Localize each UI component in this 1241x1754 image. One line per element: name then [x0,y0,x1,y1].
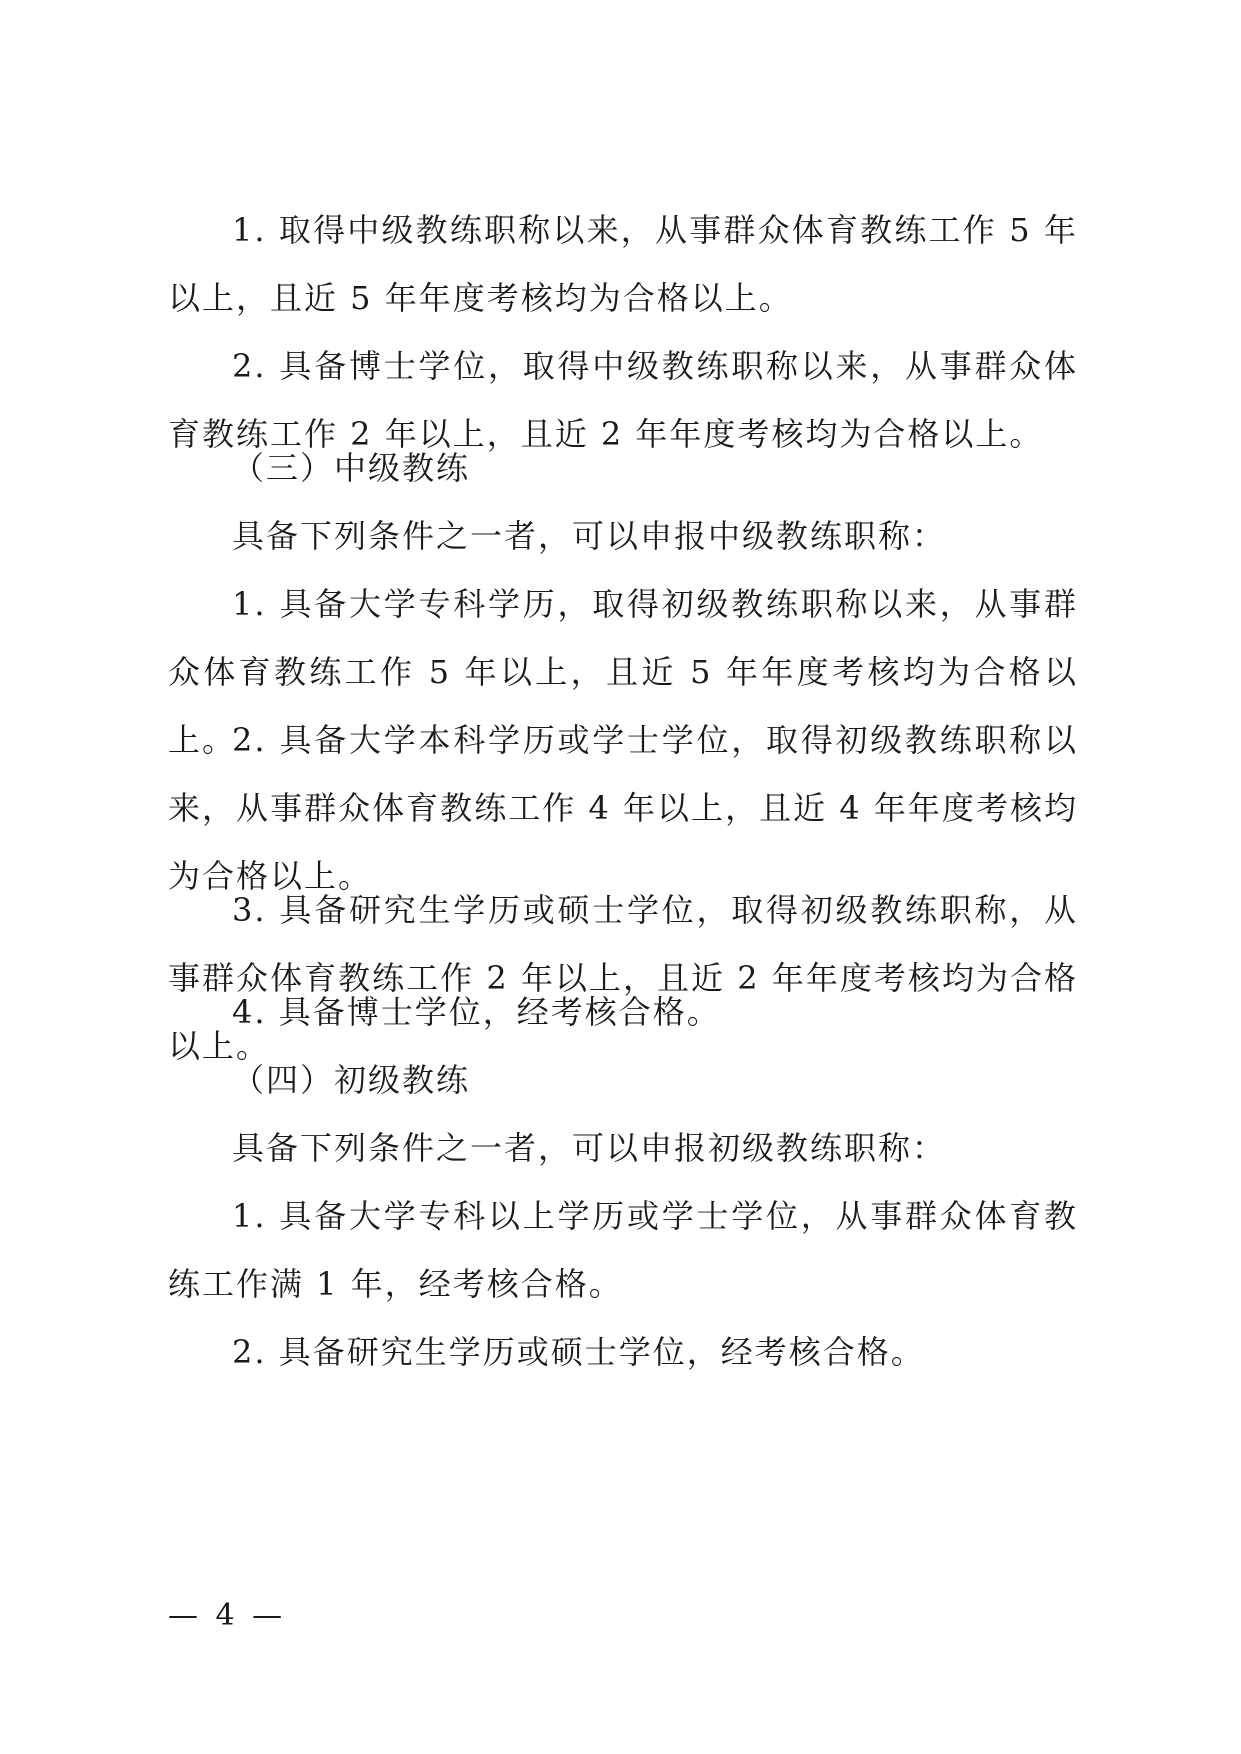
paragraph-junior-req-1: 1. 具备大学专科以上学历或学士学位，从事群众体育教练工作满 1 年，经考核合格。 [168,1197,1078,1303]
paragraph-intermediate-coach-condition-2: 2. 具备博士学位，取得中级教练职称以来，从事群众体育教练工作 2 年以上，且近 2 年年度考核均为合格以上。 [168,347,1078,453]
paragraph-junior-req-2: 2. 具备研究生学历或硕士学位，经考核合格。 [232,1333,925,1371]
paragraph-intermediate-req-3: 3. 具备研究生学历或硕士学位，取得初级教练职称，从事群众体育教练工作 2 年以上，且近 2 年年度考核均为合格以上。 [168,891,1078,1065]
paragraph-intermediate-req-2: 2. 具备大学本科学历或学士学位，取得初级教练职称以来，从事群众体育教练工作 4 年以上，且近 4 年年度考核均为合格以上。 [168,721,1078,895]
paragraph-intermediate-req-4: 4. 具备博士学位，经考核合格。 [232,993,721,1031]
paragraph-intermediate-coach-intro: 具备下列条件之一者，可以申报中级教练职称： [232,517,947,555]
paragraph-intermediate-coach-condition-1: 1. 取得中级教练职称以来，从事群众体育教练工作 5 年以上，且近 5 年年度考核均为合格以上。 [168,211,1078,317]
section-heading-intermediate-coach: （三）中级教练 [232,449,471,487]
paragraph-junior-coach-intro: 具备下列条件之一者，可以申报初级教练职称： [232,1129,947,1167]
paragraph-intermediate-req-1: 1. 具备大学专科学历，取得初级教练职称以来，从事群众体育教练工作 5 年以上，且近 5 年年度考核均为合格以上。 [168,585,1078,759]
section-heading-junior-coach: （四）初级教练 [232,1061,471,1099]
page-number: — 4 — [168,1598,287,1633]
